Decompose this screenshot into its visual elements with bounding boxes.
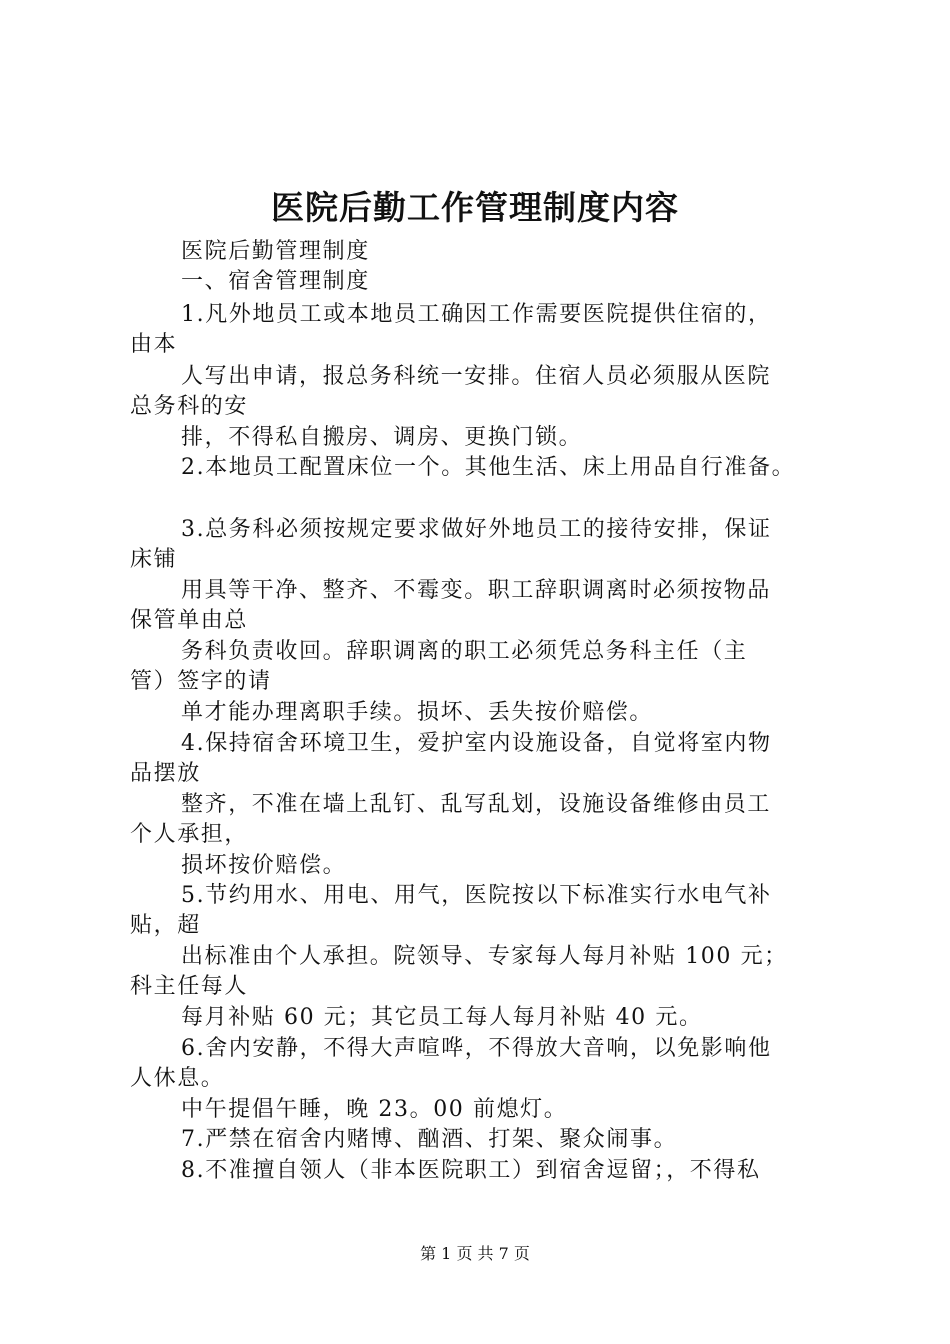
paragraph-line: 5.节约用水、用电、用气，医院按以下标准实行水电气补: [181, 883, 772, 908]
paragraph-line: 人写出申请，报总务科统一安排。住宿人员必须服从医院: [181, 364, 772, 389]
paragraph-line: 8.不准擅自领人（非本医院职工）到宿舍逗留；，不得私: [181, 1158, 761, 1183]
paragraph-line: 保管单由总: [130, 608, 249, 633]
paragraph-line: 出标准由个人承担。院领导、专家每人每月补贴 100 元；: [181, 944, 788, 969]
paragraph-line: 每月补贴 60 元；其它员工每人每月补贴 40 元。: [181, 1005, 703, 1030]
paragraph-line: 品摆放: [130, 761, 201, 786]
paragraph-line: 管）签字的请: [130, 669, 272, 694]
paragraph-line: 1.凡外地员工或本地员工确因工作需要医院提供住宿的，: [181, 302, 772, 327]
paragraph-line: 排，不得私自搬房、调房、更换门锁。: [181, 425, 583, 450]
paragraph-line: 整齐，不准在墙上乱钉、乱写乱划，设施设备维修由员工: [181, 792, 772, 817]
paragraph-line: 用具等干净、整齐、不霉变。职工辞职调离时必须按物品: [181, 578, 772, 603]
paragraph-line: 科主任每人: [130, 974, 249, 999]
paragraph-line: 中午提倡午睡，晚 23。00 前熄灯。: [181, 1097, 568, 1122]
page-footer: 第 1 页 共 7 页: [420, 1244, 530, 1263]
paragraph-line: 人休息。: [130, 1066, 225, 1091]
paragraph-line: 4.保持宿舍环境卫生，爱护室内设施设备，自觉将室内物: [181, 731, 772, 756]
paragraph-line: 总务科的安: [130, 394, 249, 419]
paragraph-line: 6.舍内安静，不得大声喧哗，不得放大音响，以免影响他: [181, 1036, 772, 1061]
paragraph-line: 7.严禁在宿舍内赌博、酗酒、打架、聚众闹事。: [181, 1127, 678, 1152]
paragraph-line: 3.总务科必须按规定要求做好外地员工的接待安排，保证: [181, 517, 772, 542]
document-title: 医院后勤工作管理制度内容: [271, 188, 679, 227]
paragraph-line: 床铺: [130, 547, 178, 572]
paragraph-line: 务科负责收回。辞职调离的职工必须凭总务科主任（主: [181, 639, 748, 664]
paragraph-line: 个人承担，: [130, 822, 249, 847]
paragraph-line: 贴，超: [130, 913, 201, 938]
paragraph-line: 2.本地员工配置床位一个。其他生活、床上用品自行准备。: [181, 455, 796, 480]
paragraph-line: 由本: [130, 332, 178, 357]
paragraph-line: 一、宿舍管理制度: [181, 269, 370, 294]
paragraph-line: 单才能办理离职手续。损坏、丢失按价赔偿。: [181, 700, 654, 725]
paragraph-line: 医院后勤管理制度: [181, 239, 370, 264]
paragraph-line: 损坏按价赔偿。: [181, 853, 347, 878]
